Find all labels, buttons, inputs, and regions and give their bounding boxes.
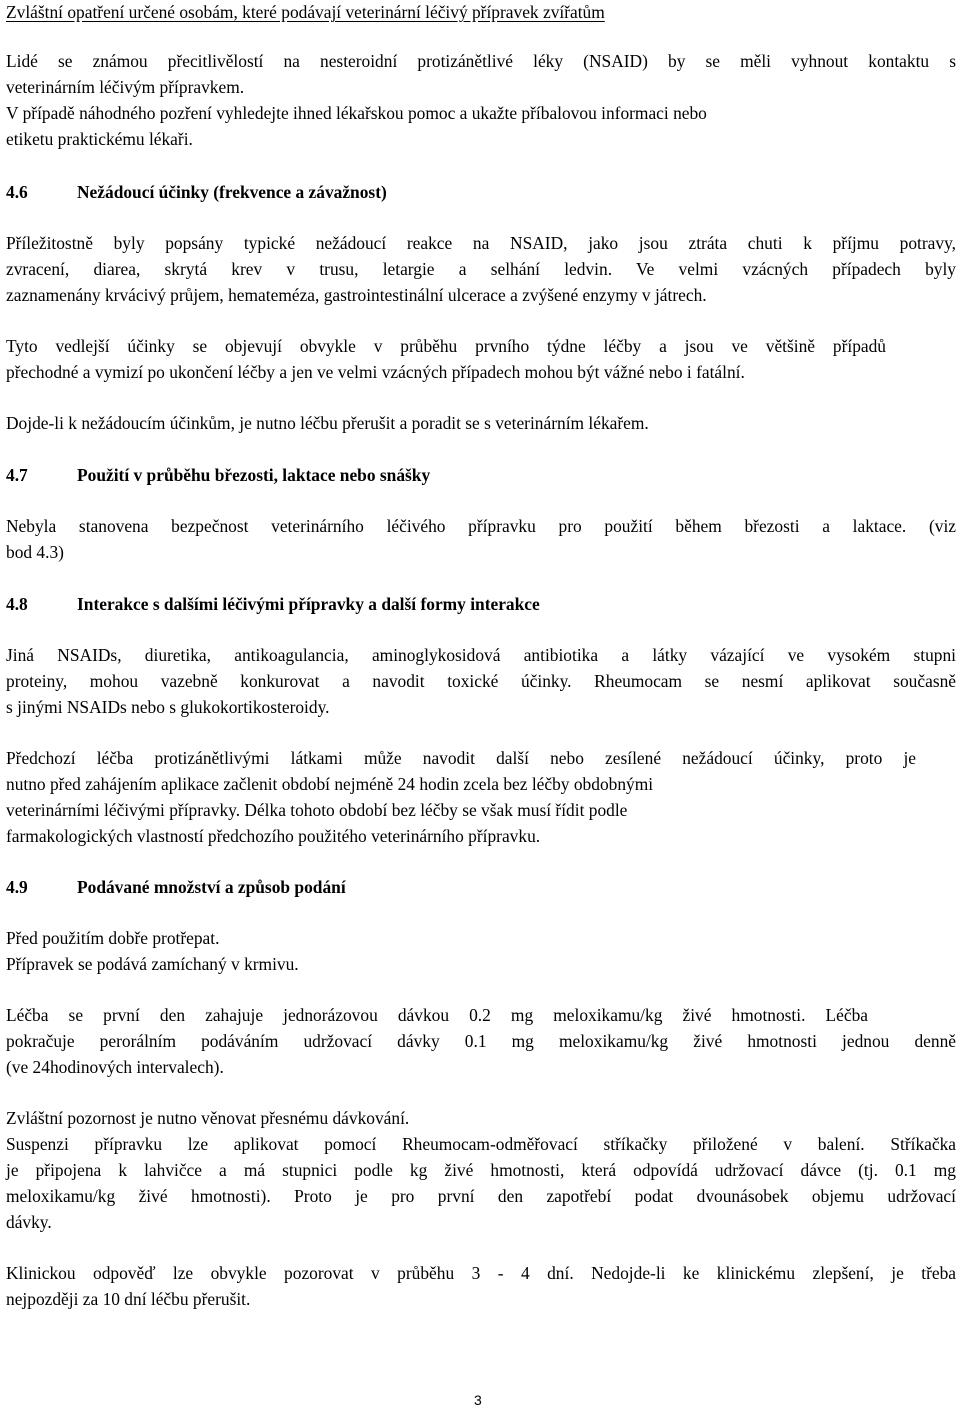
section-4-6-paragraph-line: Příležitostně byly popsány typické nežádoucí reakce na NSAID, jako jsou ztráta chuti k příjmu potravy, (6, 233, 956, 253)
section-4-9-paragraph-line: Léčba se první den zahajuje jednorázovou dávkou 0.2 mg meloxikamu/kg živé hmotnosti. Léčba (6, 1005, 868, 1025)
section-4-9-number: 4.9 (6, 877, 28, 897)
section-4-6-paragraph-line: zvracení, diarea, skrytá krev v trusu, letargie a selhání ledvin. Ve velmi vzácných případech byly (6, 259, 956, 279)
section-4-8-paragraph-line: Jiná NSAIDs, diuretika, antikoagulancia, aminoglykosidová antibiotika a látky vázající ve vysokém stupni (6, 645, 956, 665)
section-4-9-paragraph-line: Před použitím dobře protřepat. (6, 928, 220, 948)
section-4-9-paragraph-line: Zvláštní pozornost je nutno věnovat přesnému dávkování. (6, 1108, 410, 1128)
special-precautions-line: etiketu praktickému lékaři. (6, 129, 193, 149)
special-precautions-line: V případě náhodného pozření vyhledejte ihned lékařskou pomoc a ukažte příbalovou informaci nebo (6, 103, 707, 123)
section-4-8-paragraph-line: farmakologických vlastností předchozího použitého veterinárního přípravku. (6, 826, 541, 846)
section-4-9-paragraph-line: je připojena k lahvičce a má stupnici podle kg živé hmotnosti, která odpovídá udržovací dávce (tj. 0.1 mg (6, 1160, 956, 1180)
section-4-9-paragraph-line: Suspenzi přípravku lze aplikovat pomocí Rheumocam-odměřovací stříkačky přiložené v balení. Stříkačka (6, 1134, 956, 1154)
special-precautions-heading: Zvláštní opatření určené osobám, které podávají veterinární léčivý přípravek zvířatům (6, 2, 605, 22)
section-4-8-paragraph-line: proteiny, mohou vazebně konkurovat a navodit toxické účinky. Rheumocam se nesmí aplikovat současně (6, 671, 956, 691)
special-precautions-line: Lidé se známou přecitlivělostí na nesteroidní protizánětlivé léky (NSAID) by se měli vyhnout kontaktu s (6, 51, 956, 71)
section-4-8-title: Interakce s dalšími léčivými přípravky a další formy interakce (77, 594, 540, 614)
section-4-7-paragraph-line: Nebyla stanovena bezpečnost veterinárního léčivého přípravku pro použití během březosti a laktace. (viz (6, 516, 956, 536)
section-4-8-paragraph-line: nutno před zahájením aplikace začlenit období nejméně 24 hodin zcela bez léčby obdobnými (6, 774, 654, 794)
section-4-6-paragraph-line: přechodné a vymizí po ukončení léčby a jen ve velmi vzácných případech mohou být vážné nebo i fatální. (6, 362, 745, 382)
section-4-6-number: 4.6 (6, 182, 28, 202)
section-4-9-paragraph-line: (ve 24hodinových intervalech). (6, 1057, 224, 1077)
section-4-6-title: Nežádoucí účinky (frekvence a závažnost) (77, 182, 387, 202)
section-4-8-number: 4.8 (6, 594, 28, 614)
special-precautions-line: veterinárním léčivým přípravkem. (6, 77, 245, 97)
section-4-7-number: 4.7 (6, 465, 28, 485)
section-4-7-title: Použití v průběhu březosti, laktace nebo snášky (77, 465, 431, 485)
section-4-9-paragraph-line: pokračuje perorálním podáváním udržovací dávky 0.1 mg meloxikamu/kg živé hmotnosti jednou denně (6, 1031, 956, 1051)
section-4-8-paragraph-line: s jinými NSAIDs nebo s glukokortikosteroidy. (6, 697, 330, 717)
page-number: 3 (474, 1392, 482, 1408)
section-4-9-title: Podávané množství a způsob podání (77, 877, 346, 897)
section-4-7-paragraph-line: bod 4.3) (6, 542, 64, 562)
section-4-9-paragraph-line: Přípravek se podává zamíchaný v krmivu. (6, 954, 299, 974)
section-4-8-paragraph-line: Předchozí léčba protizánětlivými látkami může navodit další nebo zesílené nežádoucí účinky, proto je (6, 748, 916, 768)
section-4-9-paragraph-line: Klinickou odpověď lze obvykle pozorovat v průběhu 3 - 4 dní. Nedojde-li ke klinickému zlepšení, je třeba (6, 1263, 956, 1283)
section-4-9-paragraph-line: nejpozději za 10 dní léčbu přerušit. (6, 1289, 251, 1309)
section-4-9-paragraph-line: dávky. (6, 1212, 52, 1232)
section-4-6-paragraph-line: zaznamenány krvácivý průjem, hemateméza, gastrointestinální ulcerace a zvýšené enzymy v játrech. (6, 285, 707, 305)
section-4-9-paragraph-line: meloxikamu/kg živé hmotnosti). Proto je pro první den zapotřebí podat dvounásobek objemu udržovací (6, 1186, 956, 1206)
section-4-6-paragraph-line: Tyto vedlejší účinky se objevují obvykle v průběhu prvního týdne léčby a jsou ve většině případů (6, 336, 886, 356)
section-4-8-paragraph-line: veterinárními léčivými přípravky. Délka tohoto období bez léčby se však musí řídit podle (6, 800, 628, 820)
section-4-6-paragraph-line: Dojde-li k nežádoucím účinkům, je nutno léčbu přerušit a poradit se s veterinárním lékařem. (6, 413, 649, 433)
